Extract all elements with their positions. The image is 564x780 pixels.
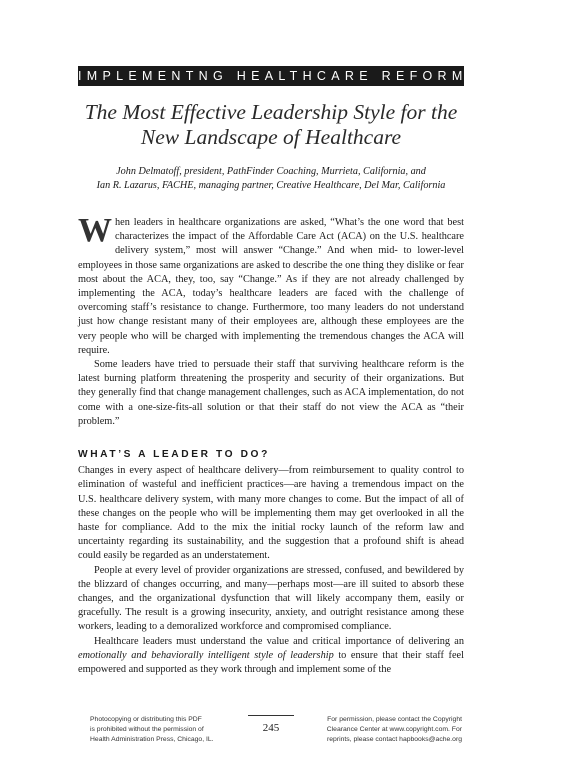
author-line-2: Ian R. Lazarus, FACHE, managing partner, Creative Healthcare, Del Mar, California: [96, 180, 446, 191]
permission-line-2: Clearance Center at www.copyright.com. For: [326, 726, 462, 733]
section-paragraph-1: Changes in every aspect of healthcare delivery—from reimbursement to quality control to elimination of wasteful and inefficient practices—are having a tremendous impact on the U.S. healthcare delivery system, with many more changes to come. But the impact of all of these changes on the people who will be implementing them may get overlooked in all the haste for compliance. Add to the mix the initial rocky launch of the reform law and uncertainty regarding its sustainability, and the suggestion that a profound shift is ahead could easily be regarded as an understatement.: [78, 465, 464, 562]
article-body: [78, 212, 464, 677]
article-title: [78, 100, 464, 150]
intro-paragraph-1-text: hen leaders in healthcare organizations are asked, “What’s the one word that best characterizes the impact of the Affordable Care Act (ACA) on the U.S. healthcare delivery system,” most will answer “Change.” And when mid- to lower-level employees in those same organizations are asked to describe the one thing they dislike or fear most about the ACA, they, too, say “Change.” As if they are not already challenged by implementing the ACA, today’s healthcare leaders are faced with the challenge of overcoming staff’s resistance to change. Furthermore, too many leaders do not understand just how change resistant many of their employees are, although these employees are the very people who will be charged with implementing the tremendous changes the ACA will require.: [78, 217, 464, 356]
title-line-2: New Landscape of Healthcare: [140, 125, 402, 149]
section-paragraph-3: [78, 635, 464, 678]
author-byline: [78, 165, 464, 193]
intro-paragraph-1: [78, 212, 464, 358]
page-footer: [78, 715, 464, 755]
section-paragraph-3-start: Healthcare leaders must understand the value and critical importance of delivering an: [94, 635, 464, 647]
author-line-1: John Delmatoff, president, PathFinder Coaching, Murrieta, California, and: [116, 166, 426, 177]
section-paragraph-2: People at every level of provider organizations are stressed, confused, and bewildered by the blizzard of changes occurring, and many—perhaps most—are ill suited to absorb these changes, and the organizational dysfunction that will likely accompany them, easily or gracefully. The result is a growing insecurity, anxiety, and outright resistance among these workers, leading to a demoralized workforce and compromised compliance.: [78, 564, 464, 633]
copyright-line-3: Health Administration Press, Chicago, IL.: [90, 736, 214, 743]
section-banner: IMPLEMENTNG HEALTHCARE REFORM: [78, 66, 464, 86]
permission-notice: [327, 715, 462, 745]
copyright-line-2: is prohibited without the permission of: [90, 726, 204, 733]
article-page: [78, 66, 468, 677]
permission-line-3: reprints, please contact hapbooks@ache.org: [327, 736, 462, 743]
section-paragraph-3-end: to ensure that their staff feel empowered and supported as they work through and implement some of the: [78, 649, 464, 676]
copyright-notice: [90, 715, 214, 745]
drop-cap: W: [78, 212, 112, 249]
emphasis-text: emotionally and behaviorally intelligent style of leadership: [78, 649, 334, 661]
section-heading: WHAT’S A LEADER TO DO?: [78, 449, 270, 461]
title-line-1: The Most Effective Leadership Style for the: [84, 100, 458, 124]
page-number: 245: [248, 715, 294, 734]
intro-paragraph-2: Some leaders have tried to persuade their staff that surviving healthcare reform is the latest burning platform threatening the prosperity and security of their organizations. But they generally find that change management challenges, such as ACA implementation, do not come with a one-size-fits-all solution or that their staff do not view the ACA as “their problem.”: [78, 359, 464, 427]
permission-line-1: For permission, please contact the Copyright: [327, 716, 462, 723]
copyright-line-1: Photocopying or distributing this PDF: [90, 716, 202, 723]
